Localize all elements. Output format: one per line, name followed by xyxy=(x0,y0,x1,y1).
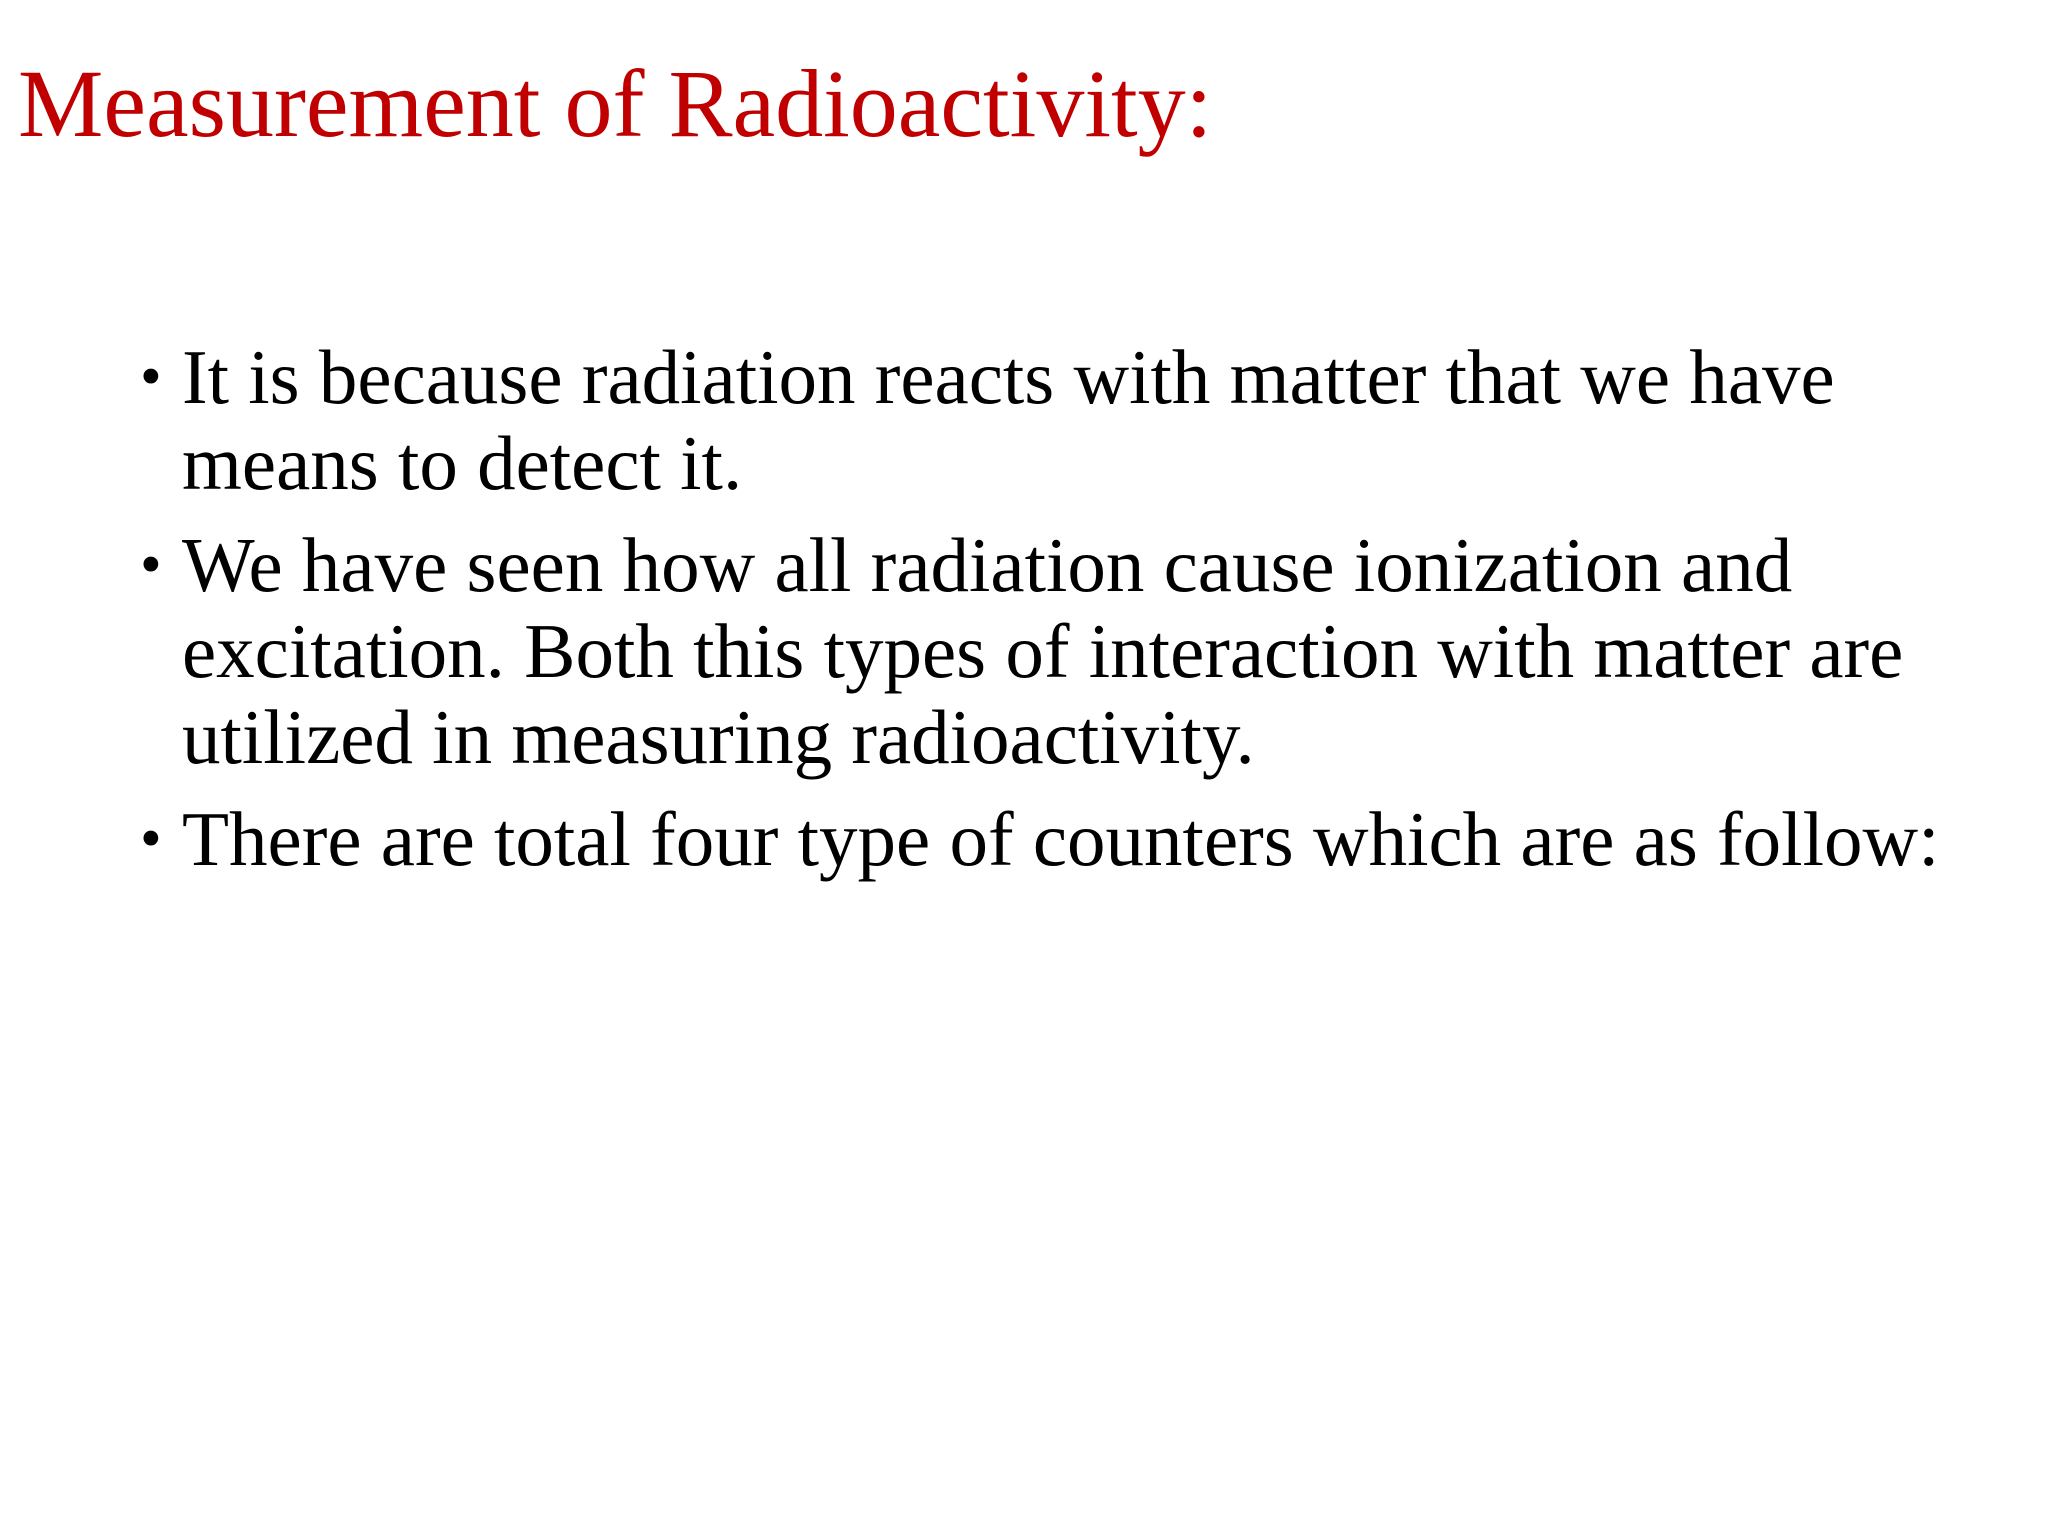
bullet-text: We have seen how all radiation cause ionization and excitation. Both this types of interaction with matter are utilized in measuring radioactivity. xyxy=(182,522,1904,780)
slide-title: Measurement of Radioactivity: xyxy=(18,50,1213,157)
bullet-dot-icon: • xyxy=(140,343,162,411)
bullet-text: It is because radiation reacts with matter that we have means to detect it. xyxy=(182,334,1835,506)
bullet-text: There are total four type of counters which are as follow: xyxy=(182,796,1940,882)
bullet-item xyxy=(140,796,1960,882)
bullet-item xyxy=(140,522,1960,780)
bullet-dot-icon: • xyxy=(140,531,162,599)
bullet-list xyxy=(140,334,1960,898)
bullet-item xyxy=(140,334,1960,506)
bullet-dot-icon: • xyxy=(140,805,162,873)
